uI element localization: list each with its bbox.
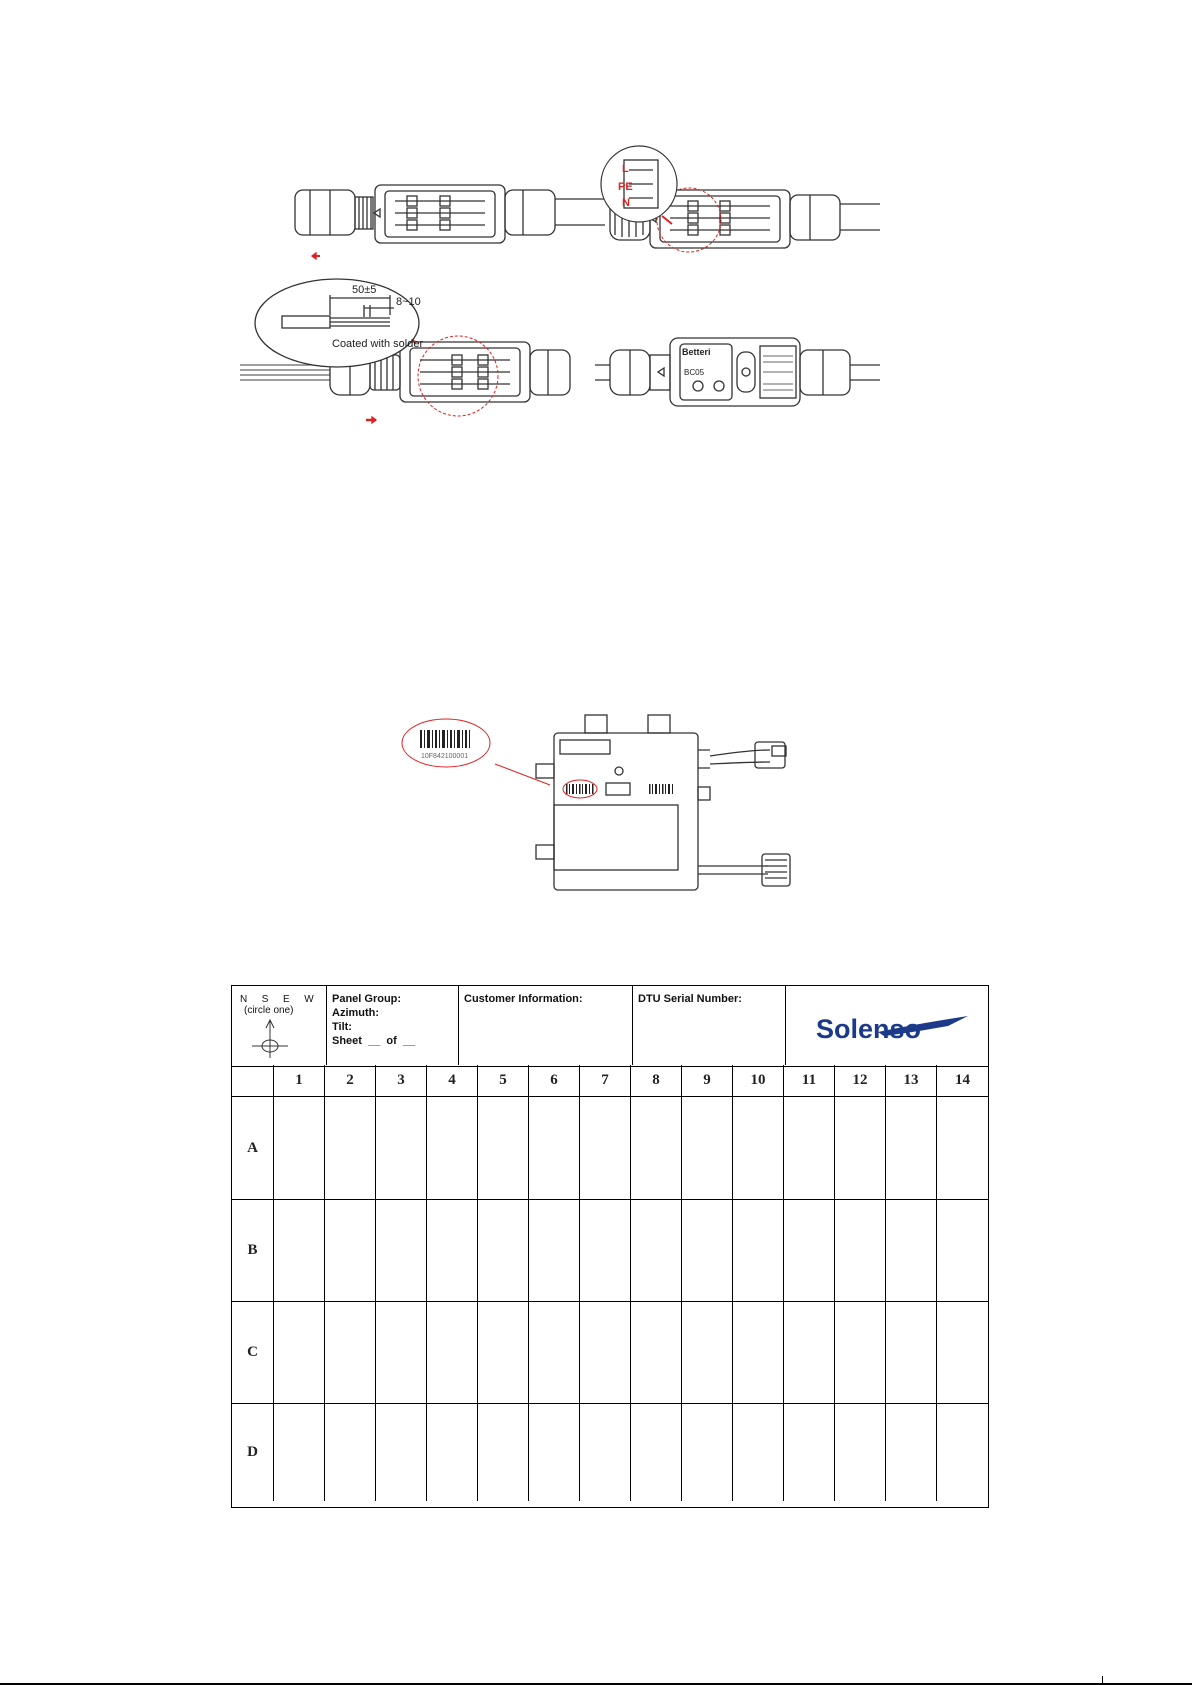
panel-cell[interactable] [478,1404,529,1501]
dtu-serial-label: DTU Serial Number: [638,993,742,1005]
panel-cell[interactable] [631,1404,682,1501]
panel-cell[interactable] [937,1404,988,1501]
connector-model: BC05 [684,368,705,377]
panel-cell[interactable] [937,1302,988,1404]
panel-cell[interactable] [784,1302,835,1404]
panel-cell[interactable] [835,1097,886,1200]
panel-cell[interactable] [529,1404,580,1501]
row-label: B [232,1200,274,1302]
column-header: 2 [325,1065,376,1097]
panel-cell[interactable] [733,1404,784,1501]
azimuth-label: Azimuth: [332,1007,380,1019]
inverter-barcode-diagram [400,700,840,900]
panel-cell[interactable] [376,1404,427,1501]
corner-cell [232,1065,274,1097]
panel-cell[interactable] [325,1097,376,1200]
sheet-count-label: Sheet __ of __ [332,1035,416,1047]
serial-number-text: 10F842100001 [421,753,469,760]
panel-cell[interactable] [886,1302,937,1404]
svg-text:Solenso: Solenso [816,1014,922,1044]
panel-cell[interactable] [325,1302,376,1404]
panel-cell[interactable] [784,1404,835,1501]
panel-cell[interactable] [274,1404,325,1501]
dim-bare-length: 8~10 [396,296,421,308]
panel-cell[interactable] [682,1097,733,1200]
label-pe: PE [618,181,633,193]
panel-cell[interactable] [682,1302,733,1404]
connector-wiring-diagram [240,140,960,440]
column-header: 4 [427,1065,478,1097]
row-label: C [232,1302,274,1404]
panel-cell[interactable] [835,1404,886,1501]
panel-cell[interactable] [733,1200,784,1302]
panel-cell[interactable] [478,1200,529,1302]
column-header: 1 [274,1065,325,1097]
panel-cell[interactable] [529,1097,580,1200]
panel-group-cell [327,986,459,1065]
panel-cell[interactable] [580,1200,631,1302]
label-n: N [622,197,630,209]
dim-strip-length: 50±5 [352,284,377,296]
panel-cell[interactable] [376,1097,427,1200]
panel-cell[interactable] [427,1302,478,1404]
panel-cell[interactable] [835,1302,886,1404]
serial-barcode-zoom [420,730,470,748]
panel-cell[interactable] [886,1097,937,1200]
logo-cell [786,986,988,1065]
column-header: 3 [376,1065,427,1097]
panel-cell[interactable] [631,1302,682,1404]
panel-cell[interactable] [427,1200,478,1302]
compass-icon [250,1018,290,1060]
column-header: 10 [733,1065,784,1097]
connector-closed [595,338,880,406]
column-header: 8 [631,1065,682,1097]
row-label: A [232,1097,274,1200]
customer-info-cell [459,986,633,1065]
panel-cell[interactable] [376,1200,427,1302]
panel-cell[interactable] [835,1200,886,1302]
dtu-serial-cell [633,986,786,1065]
label-l: L [622,163,629,175]
column-header: 9 [682,1065,733,1097]
panel-cell[interactable] [580,1302,631,1404]
connector-brand: Betteri [682,347,711,357]
panel-cell[interactable] [682,1200,733,1302]
panel-cell[interactable] [427,1404,478,1501]
panel-cell[interactable] [274,1097,325,1200]
column-header: 6 [529,1065,580,1097]
column-header: 11 [784,1065,835,1097]
panel-cell[interactable] [937,1200,988,1302]
device-barcode [566,784,673,794]
panel-cell[interactable] [274,1302,325,1404]
panel-cell[interactable] [529,1200,580,1302]
panel-cell[interactable] [631,1200,682,1302]
panel-cell[interactable] [274,1200,325,1302]
solder-note: Coated with solder [332,338,424,350]
panel-cell[interactable] [886,1404,937,1501]
panel-cell[interactable] [631,1097,682,1200]
row-label: D [232,1404,274,1501]
column-header: 13 [886,1065,937,1097]
panel-cell[interactable] [427,1097,478,1200]
solenso-logo [816,1008,976,1048]
compass-note: (circle one) [244,1005,294,1016]
panel-cell[interactable] [682,1404,733,1501]
column-header: 12 [835,1065,886,1097]
panel-cell[interactable] [325,1404,376,1501]
panel-cell[interactable] [784,1200,835,1302]
column-header: 5 [478,1065,529,1097]
panel-cell[interactable] [580,1404,631,1501]
panel-cell[interactable] [478,1097,529,1200]
panel-cell[interactable] [376,1302,427,1404]
customer-info-label: Customer Information: [464,993,583,1005]
panel-cell[interactable] [937,1097,988,1200]
panel-layout-sheet [231,985,989,1508]
panel-cell[interactable] [529,1302,580,1404]
sheet-header [232,986,988,1067]
panel-group-label: Panel Group: [332,993,402,1005]
panel-cell[interactable] [325,1200,376,1302]
column-header: 14 [937,1065,988,1097]
panel-cell[interactable] [580,1097,631,1200]
compass-cell [232,986,327,1065]
compass-directions: N S E W [240,994,317,1005]
page-bottom-tick [1102,1676,1103,1685]
connector-open-1 [295,185,605,243]
panel-cell[interactable] [478,1302,529,1404]
panel-cell[interactable] [733,1097,784,1200]
panel-cell[interactable] [886,1200,937,1302]
panel-cell[interactable] [784,1097,835,1200]
column-header: 7 [580,1065,631,1097]
panel-cell[interactable] [733,1302,784,1404]
tilt-label: Tilt: [332,1021,352,1033]
